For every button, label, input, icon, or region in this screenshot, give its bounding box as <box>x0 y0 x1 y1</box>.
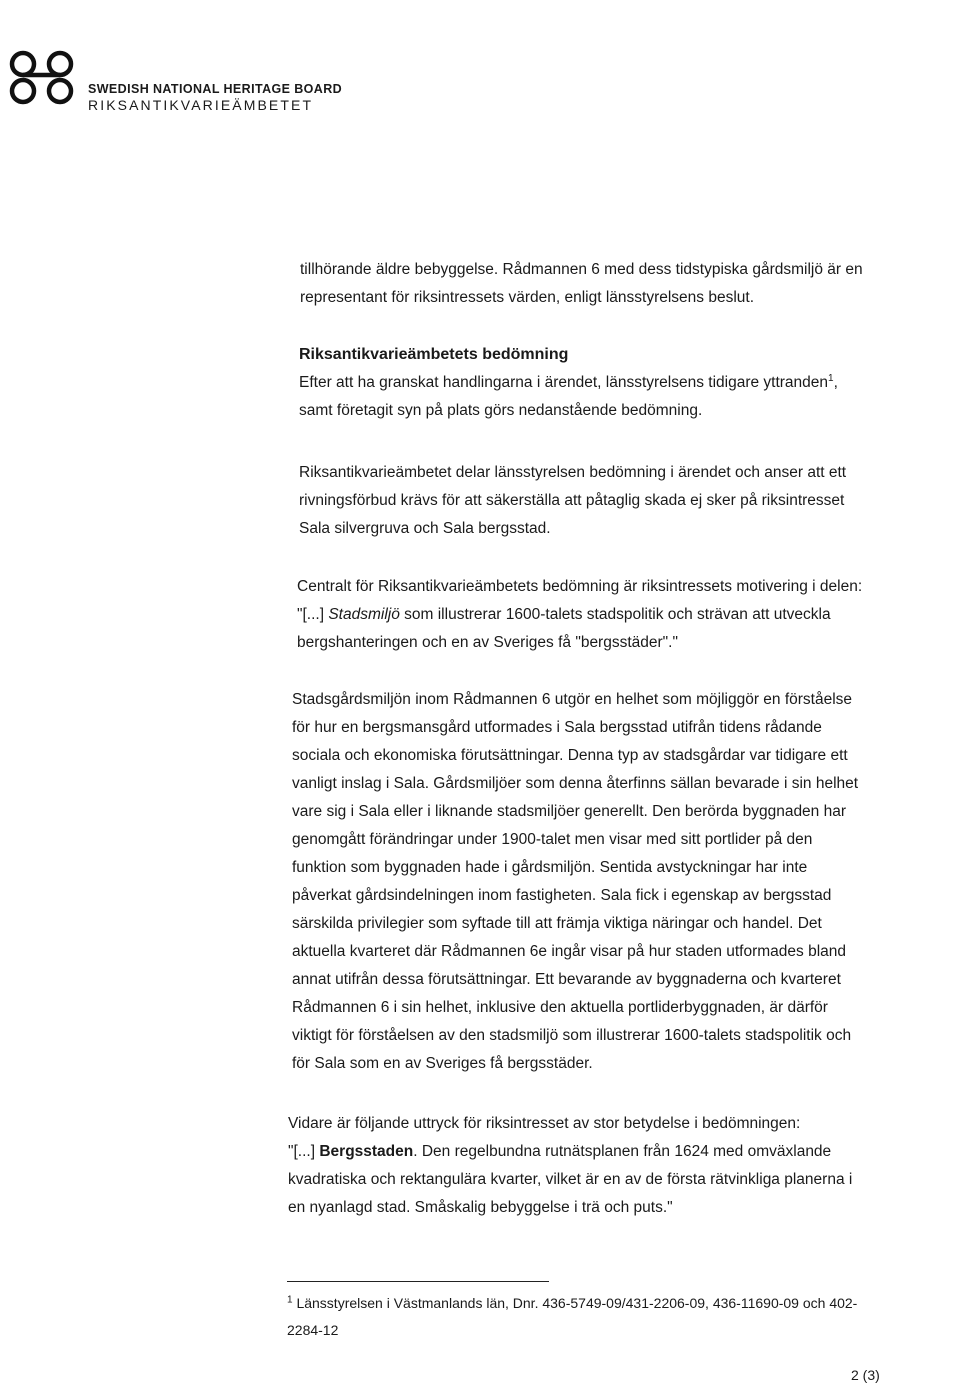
org-name-swedish: RIKSANTIKVARIEÄMBETET <box>88 97 314 113</box>
bergsstaden-paragraph: Vidare är följande uttryck för riksintresset av stor betydelse i bedömningen: "[...] Bergsstaden. Den regelbundna rutnätsplanen från 1624 med omväxlande kvadratiska och rektangulära kvarter, vilket är en av de första rätvinkliga planerna i en nyanlagd stad. Småskalig bebyggelse i trä och puts." <box>288 1115 853 1216</box>
footnote-ref: 1 <box>828 372 834 384</box>
motivation-paragraph: Centralt för Riksantikvarieämbetets bedömning är riksintressets motivering i delen: "[...] Stadsmiljö som illustrerar 1600-talets stadspolitik och strävan att utveckla bergshanteringen och en av Sveriges få "bergsstäder"." <box>297 578 863 651</box>
agreement-paragraph: Riksantikvarieämbetet delar länsstyrelsen bedömning i ärendet och anser att ett rivningsförbud krävs för att säkerställa att påtaglig skada ej sker på riksintresset Sala silvergruva och Sala bergsstad. <box>299 464 847 537</box>
page-number: 2 (3) <box>851 1367 880 1383</box>
intro-paragraph: tillhörande äldre bebyggelse. Rådmannen 6 med dess tidstypiska gårdsmiljö är en representant för riksintressets värden, enligt länsstyrelsens beslut. <box>300 261 863 306</box>
raa-logo-icon <box>6 44 78 112</box>
section-heading: Riksantikvarieämbetets bedömning <box>299 346 569 363</box>
main-paragraph: Stadsgårdsmiljön inom Rådmannen 6 utgör en helhet som möjliggör en förståelse för hur en bergsmansgård utformades i Sala bergsstad utifrån tidens rådande sociala och ekonomiska förutsättningar. Denna typ av stadsgårdar var tidigare ett vanligt inslag i Sala. Gårdsmiljöer som denna återfinns sällan bevarade i sin helhet vare sig i Sala eller i liknande stadsmiljöer generellt. Den berörda byggnaden har genomgått förändringar under 1900-talet men visar med sitt portlider på den funktion som byggnaden hade i gårdsmiljön. Sentida avstyckningar har inte påverkat gårdsindelningen inom fastigheten. Sala fick i egenskap av bergsstad särskilda privilegier som syftade till att främja viktiga näringar och handel. Det aktuella kvarteret där Rådmannen 6e ingår visar på hur staden utformades bland annat utifrån dessa förutsättningar. Ett bevarande av byggnaderna och kvarteret Rådmannen 6 i sin helhet, inklusive den aktuella portliderbyggnaden, är därför viktigt för förståelsen av den stadsmiljö som illustrerar 1600-talets stadspolitik och för Sala som en av Sveriges få bergsstäder. <box>292 691 859 1072</box>
footnote: $^1$ Länsstyrelsen i Västmanlands län, Dnr. 436-5749-09/431-2206-09, 436-11690-09 och 402- 2284-12 <box>287 1294 858 1338</box>
assessment-section: Riksantikvarieämbetets bedömning Efter att ha granskat handlingarna i ärendet, länsstyrelsens tidigare yttranden$^1$, samt företagit syn på plats görs nedanstående bedömning. <box>299 341 838 425</box>
footnote-divider <box>287 1281 549 1282</box>
org-name-english: SWEDISH NATIONAL HERITAGE BOARD <box>88 82 343 96</box>
